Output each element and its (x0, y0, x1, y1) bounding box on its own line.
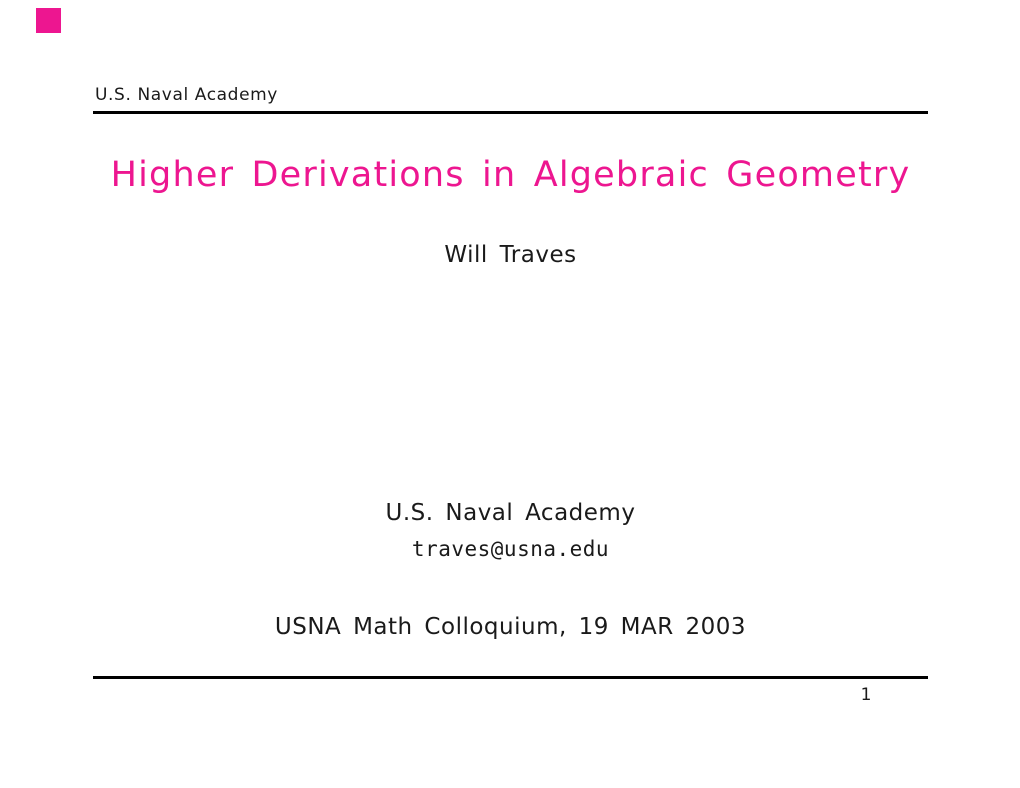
magenta-square-icon (36, 8, 61, 33)
venue-line: USNA Math Colloquium, 19 MAR 2003 (274, 614, 747, 640)
header-affiliation: U.S. Naval Academy (95, 85, 278, 105)
footer-rule (93, 676, 928, 679)
institution-name: U.S. Naval Academy (385, 500, 636, 526)
author-name: Will Traves (444, 242, 577, 268)
header-rule (93, 111, 928, 114)
slide-title: Higher Derivations in Algebraic Geometry (110, 155, 911, 195)
email-address: traves@usna.edu (411, 537, 610, 561)
page-number: 1 (860, 685, 872, 705)
